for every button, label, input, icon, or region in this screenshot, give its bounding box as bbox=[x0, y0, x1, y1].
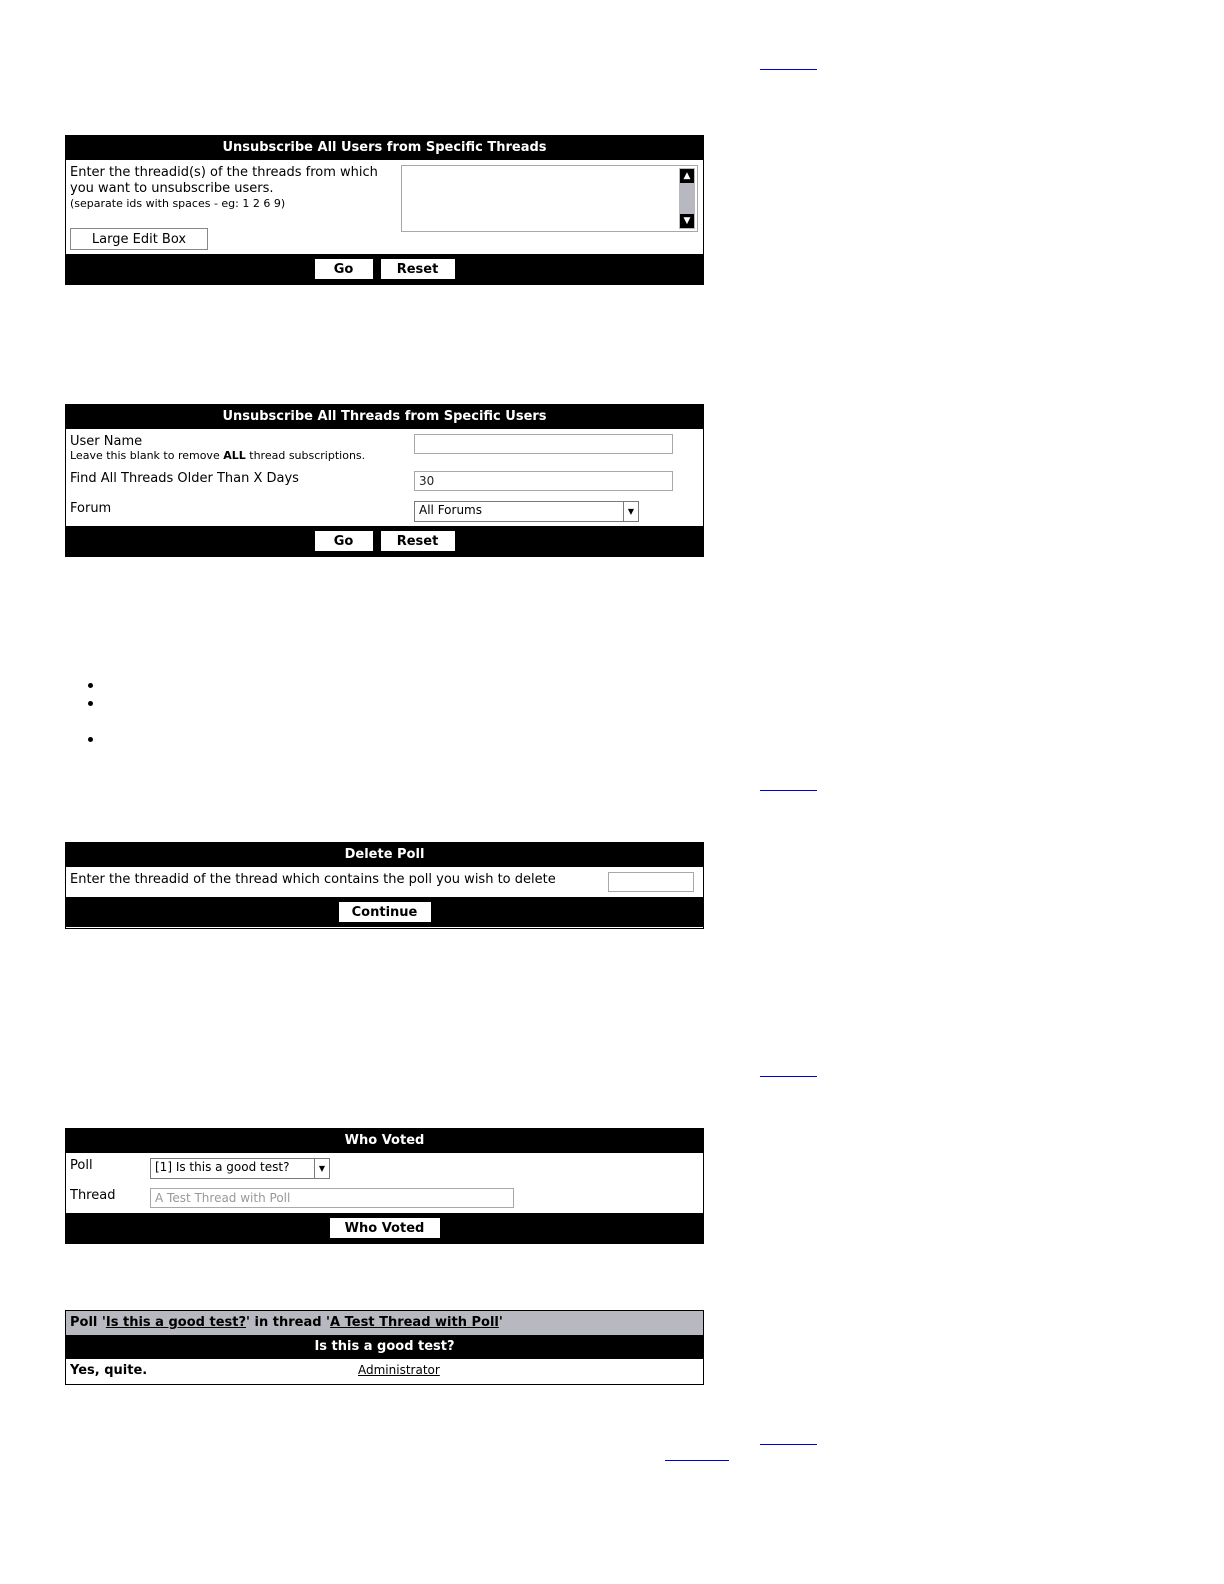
large-edit-box-button[interactable]: Large Edit Box bbox=[70, 228, 208, 250]
panel-title: Delete Poll bbox=[66, 843, 703, 867]
threadids-textarea[interactable] bbox=[401, 165, 698, 232]
panel-footer bbox=[66, 526, 703, 556]
threadids-prompt: Enter the threadid(s) of the threads from which you want to unsubscribe users. bbox=[70, 165, 378, 196]
days-label: Find All Threads Older Than X Days bbox=[70, 471, 299, 486]
table-row bbox=[66, 1359, 703, 1383]
poll-question: Is this a good test? bbox=[66, 1335, 703, 1359]
forum-select-value: All Forums bbox=[419, 503, 482, 517]
days-input[interactable] bbox=[414, 471, 673, 491]
panel-title: Who Voted bbox=[66, 1129, 703, 1153]
thread-label: Thread bbox=[70, 1188, 116, 1203]
poll-select-value: [1] Is this a good test? bbox=[155, 1160, 290, 1174]
poll-link[interactable]: Is this a good test? bbox=[105, 1315, 247, 1330]
username-input[interactable] bbox=[414, 434, 673, 454]
who-voted-button[interactable]: Who Voted bbox=[329, 1217, 441, 1239]
panel-title: Unsubscribe All Threads from Specific Users bbox=[66, 405, 703, 429]
bottom-link[interactable] bbox=[665, 1459, 729, 1461]
threadids-hint: (separate ids with spaces - eg: 1 2 6 9) bbox=[70, 197, 286, 210]
list-bullet bbox=[88, 701, 93, 706]
username-label: User Name bbox=[70, 434, 143, 449]
thread-link[interactable]: A Test Thread with Poll bbox=[330, 1315, 499, 1330]
panel-body bbox=[66, 429, 703, 526]
panel-title: Unsubscribe All Users from Specific Threads bbox=[66, 136, 703, 160]
thread-input[interactable] bbox=[150, 1188, 514, 1208]
panel-body bbox=[66, 160, 703, 254]
go-button[interactable]: Go bbox=[314, 530, 374, 552]
forum-label: Forum bbox=[70, 501, 112, 516]
top-link[interactable] bbox=[760, 1443, 817, 1445]
unsubscribe-threads-panel bbox=[65, 404, 704, 557]
unsubscribe-users-panel bbox=[65, 135, 704, 285]
poll-select[interactable] bbox=[150, 1158, 330, 1179]
top-link[interactable] bbox=[760, 1075, 817, 1077]
panel-footer bbox=[66, 254, 703, 284]
who-voted-panel bbox=[65, 1128, 704, 1244]
delete-poll-prompt: Enter the threadid of the thread which contains the poll you wish to delete bbox=[70, 872, 556, 887]
panel-footer bbox=[66, 897, 703, 927]
textarea-scrollbar[interactable] bbox=[679, 168, 695, 229]
reset-button[interactable]: Reset bbox=[380, 258, 456, 280]
username-hint: Leave this blank to remove ALL thread subscriptions. bbox=[70, 449, 366, 462]
delete-poll-panel bbox=[65, 842, 704, 929]
panel-footer bbox=[66, 1213, 703, 1243]
top-link[interactable] bbox=[760, 789, 817, 791]
scroll-down-icon[interactable]: ▼ bbox=[680, 214, 694, 228]
voter-link[interactable]: Administrator bbox=[358, 1363, 440, 1377]
reset-button[interactable]: Reset bbox=[380, 530, 456, 552]
list-bullet bbox=[88, 683, 93, 688]
panel-body bbox=[66, 1153, 703, 1213]
list-bullet bbox=[88, 737, 93, 742]
poll-result-caption: Poll 'Is this a good test?' in thread 'A Test Thread with Poll' bbox=[66, 1311, 703, 1335]
top-link[interactable] bbox=[760, 68, 817, 70]
continue-button[interactable]: Continue bbox=[338, 901, 432, 923]
answer-text: Yes, quite. bbox=[70, 1363, 148, 1378]
poll-label: Poll bbox=[70, 1158, 93, 1173]
threadid-input[interactable] bbox=[608, 872, 694, 892]
panel-body bbox=[66, 867, 703, 897]
poll-result-table bbox=[65, 1310, 704, 1385]
scroll-up-icon[interactable]: ▲ bbox=[680, 169, 694, 183]
chevron-down-icon[interactable]: ▼ bbox=[314, 1159, 329, 1178]
forum-select[interactable] bbox=[414, 501, 639, 522]
chevron-down-icon[interactable]: ▼ bbox=[623, 502, 638, 521]
go-button[interactable]: Go bbox=[314, 258, 374, 280]
